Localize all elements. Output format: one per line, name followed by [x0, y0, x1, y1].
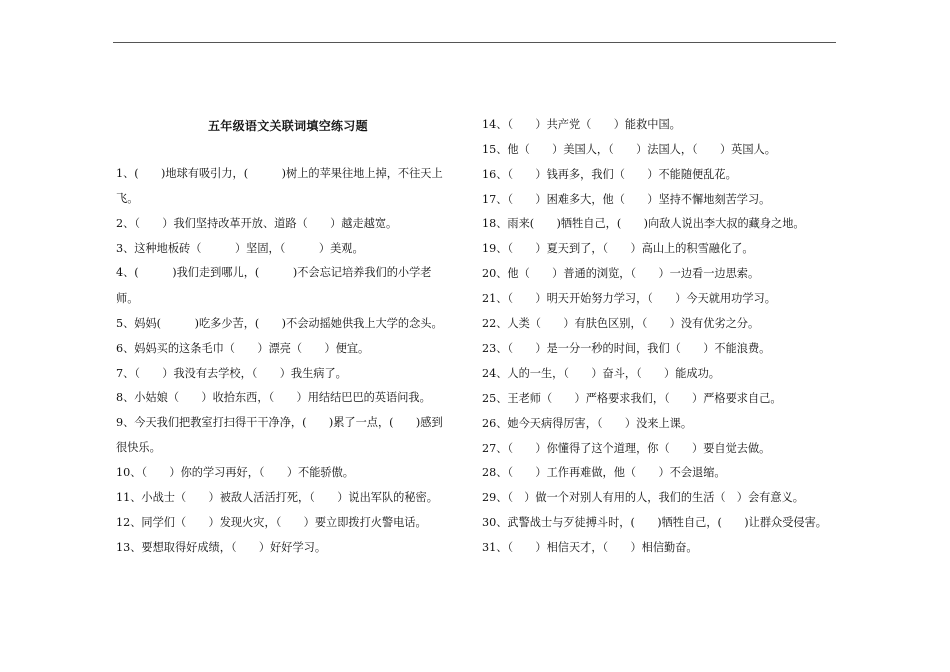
question-17: 17、（ ）困难多大，他（ ）坚持不懈地刻苦学习。	[482, 193, 771, 206]
question-20: 20、他（ ）普通的浏览，（ ）一边看一边思索。	[482, 267, 760, 280]
question-6: 6、妈妈买的这条毛巾（ ）漂亮（ ）便宜。	[116, 342, 370, 355]
top-rule	[113, 42, 836, 43]
question-15: 15、他（ ）美国人，（ ）法国人，（ ）英国人。	[482, 143, 776, 156]
question-4-line-1: 4、( )我们走到哪儿，( )不会忘记培养我们的小学老	[116, 266, 432, 279]
question-7: 7、（ ）我没有去学校，（ ）我生病了。	[116, 367, 347, 380]
question-30: 30、武警战士与歹徒搏斗时，( )牺牲自己，( )让群众受侵害。	[482, 516, 827, 529]
question-12: 12、同学们（ ）发现火灾，（ ）要立即拨打火警电话。	[116, 516, 427, 529]
question-10: 10、（ ）你的学习再好，（ ）不能骄傲。	[116, 466, 354, 479]
question-22: 22、人类（ ）有肤色区别，（ ）没有优劣之分。	[482, 317, 760, 330]
question-27: 27、（ ）你懂得了这个道理，你（ ）要自觉去做。	[482, 442, 771, 455]
question-31: 31、（ ）相信天才，（ ）相信勤奋。	[482, 541, 698, 554]
question-13: 13、要想取得好成绩，（ ）好好学习。	[116, 541, 327, 554]
question-9-line-2: 很快乐。	[116, 441, 161, 454]
question-29: 29、（ ）做一个对别人有用的人，我们的生活（ ）会有意义。	[482, 491, 804, 504]
question-3: 3、这种地板砖（ ）坚固，（ ）美观。	[116, 242, 364, 255]
question-26: 26、她今天病得厉害，（ ）没来上课。	[482, 417, 693, 430]
question-28: 28、（ ）工作再难做，他（ ）不会退缩。	[482, 466, 726, 479]
question-11: 11、小战士（ ）被敌人活活打死，（ ）说出军队的秘密。	[116, 491, 438, 504]
question-14: 14、（ ）共产党（ ）能救中国。	[482, 118, 681, 131]
question-21: 21、（ ）明天开始努力学习，（ ）今天就用功学习。	[482, 292, 776, 305]
question-1-line-2: 飞。	[116, 192, 139, 205]
question-1-line-1: 1、( )地球有吸引力，( )树上的苹果往地上掉，不往天上	[116, 167, 443, 180]
question-18: 18、雨来( )牺牲自己，( )向敌人说出李大叔的藏身之地。	[482, 217, 805, 230]
question-5: 5、妈妈( )吃多少苦，( )不会动摇她供我上大学的念头。	[116, 317, 443, 330]
question-16: 16、（ ）钱再多，我们（ ）不能随便乱花。	[482, 168, 737, 181]
question-9-line-1: 9、今天我们把教室打扫得干干净净，( )累了一点，( )感到	[116, 416, 443, 429]
question-19: 19、（ ）夏天到了，（ ）高山上的积雪融化了。	[482, 242, 754, 255]
question-23: 23、（ ）是一分一秒的时间，我们（ ）不能浪费。	[482, 342, 771, 355]
question-24: 24、人的一生，（ ）奋斗，（ ）能成功。	[482, 367, 720, 380]
question-2: 2、（ ）我们坚持改革开放、道路（ ）越走越宽。	[116, 217, 398, 230]
question-8: 8、小姑娘（ ）收拾东西，（ ）用结结巴巴的英语问我。	[116, 391, 431, 404]
document-title: 五年级语文关联词填空练习题	[208, 119, 368, 133]
question-4-line-2: 师。	[116, 292, 139, 305]
question-25: 25、王老师（ ）严格要求我们，（ ）严格要求自己。	[482, 392, 782, 405]
